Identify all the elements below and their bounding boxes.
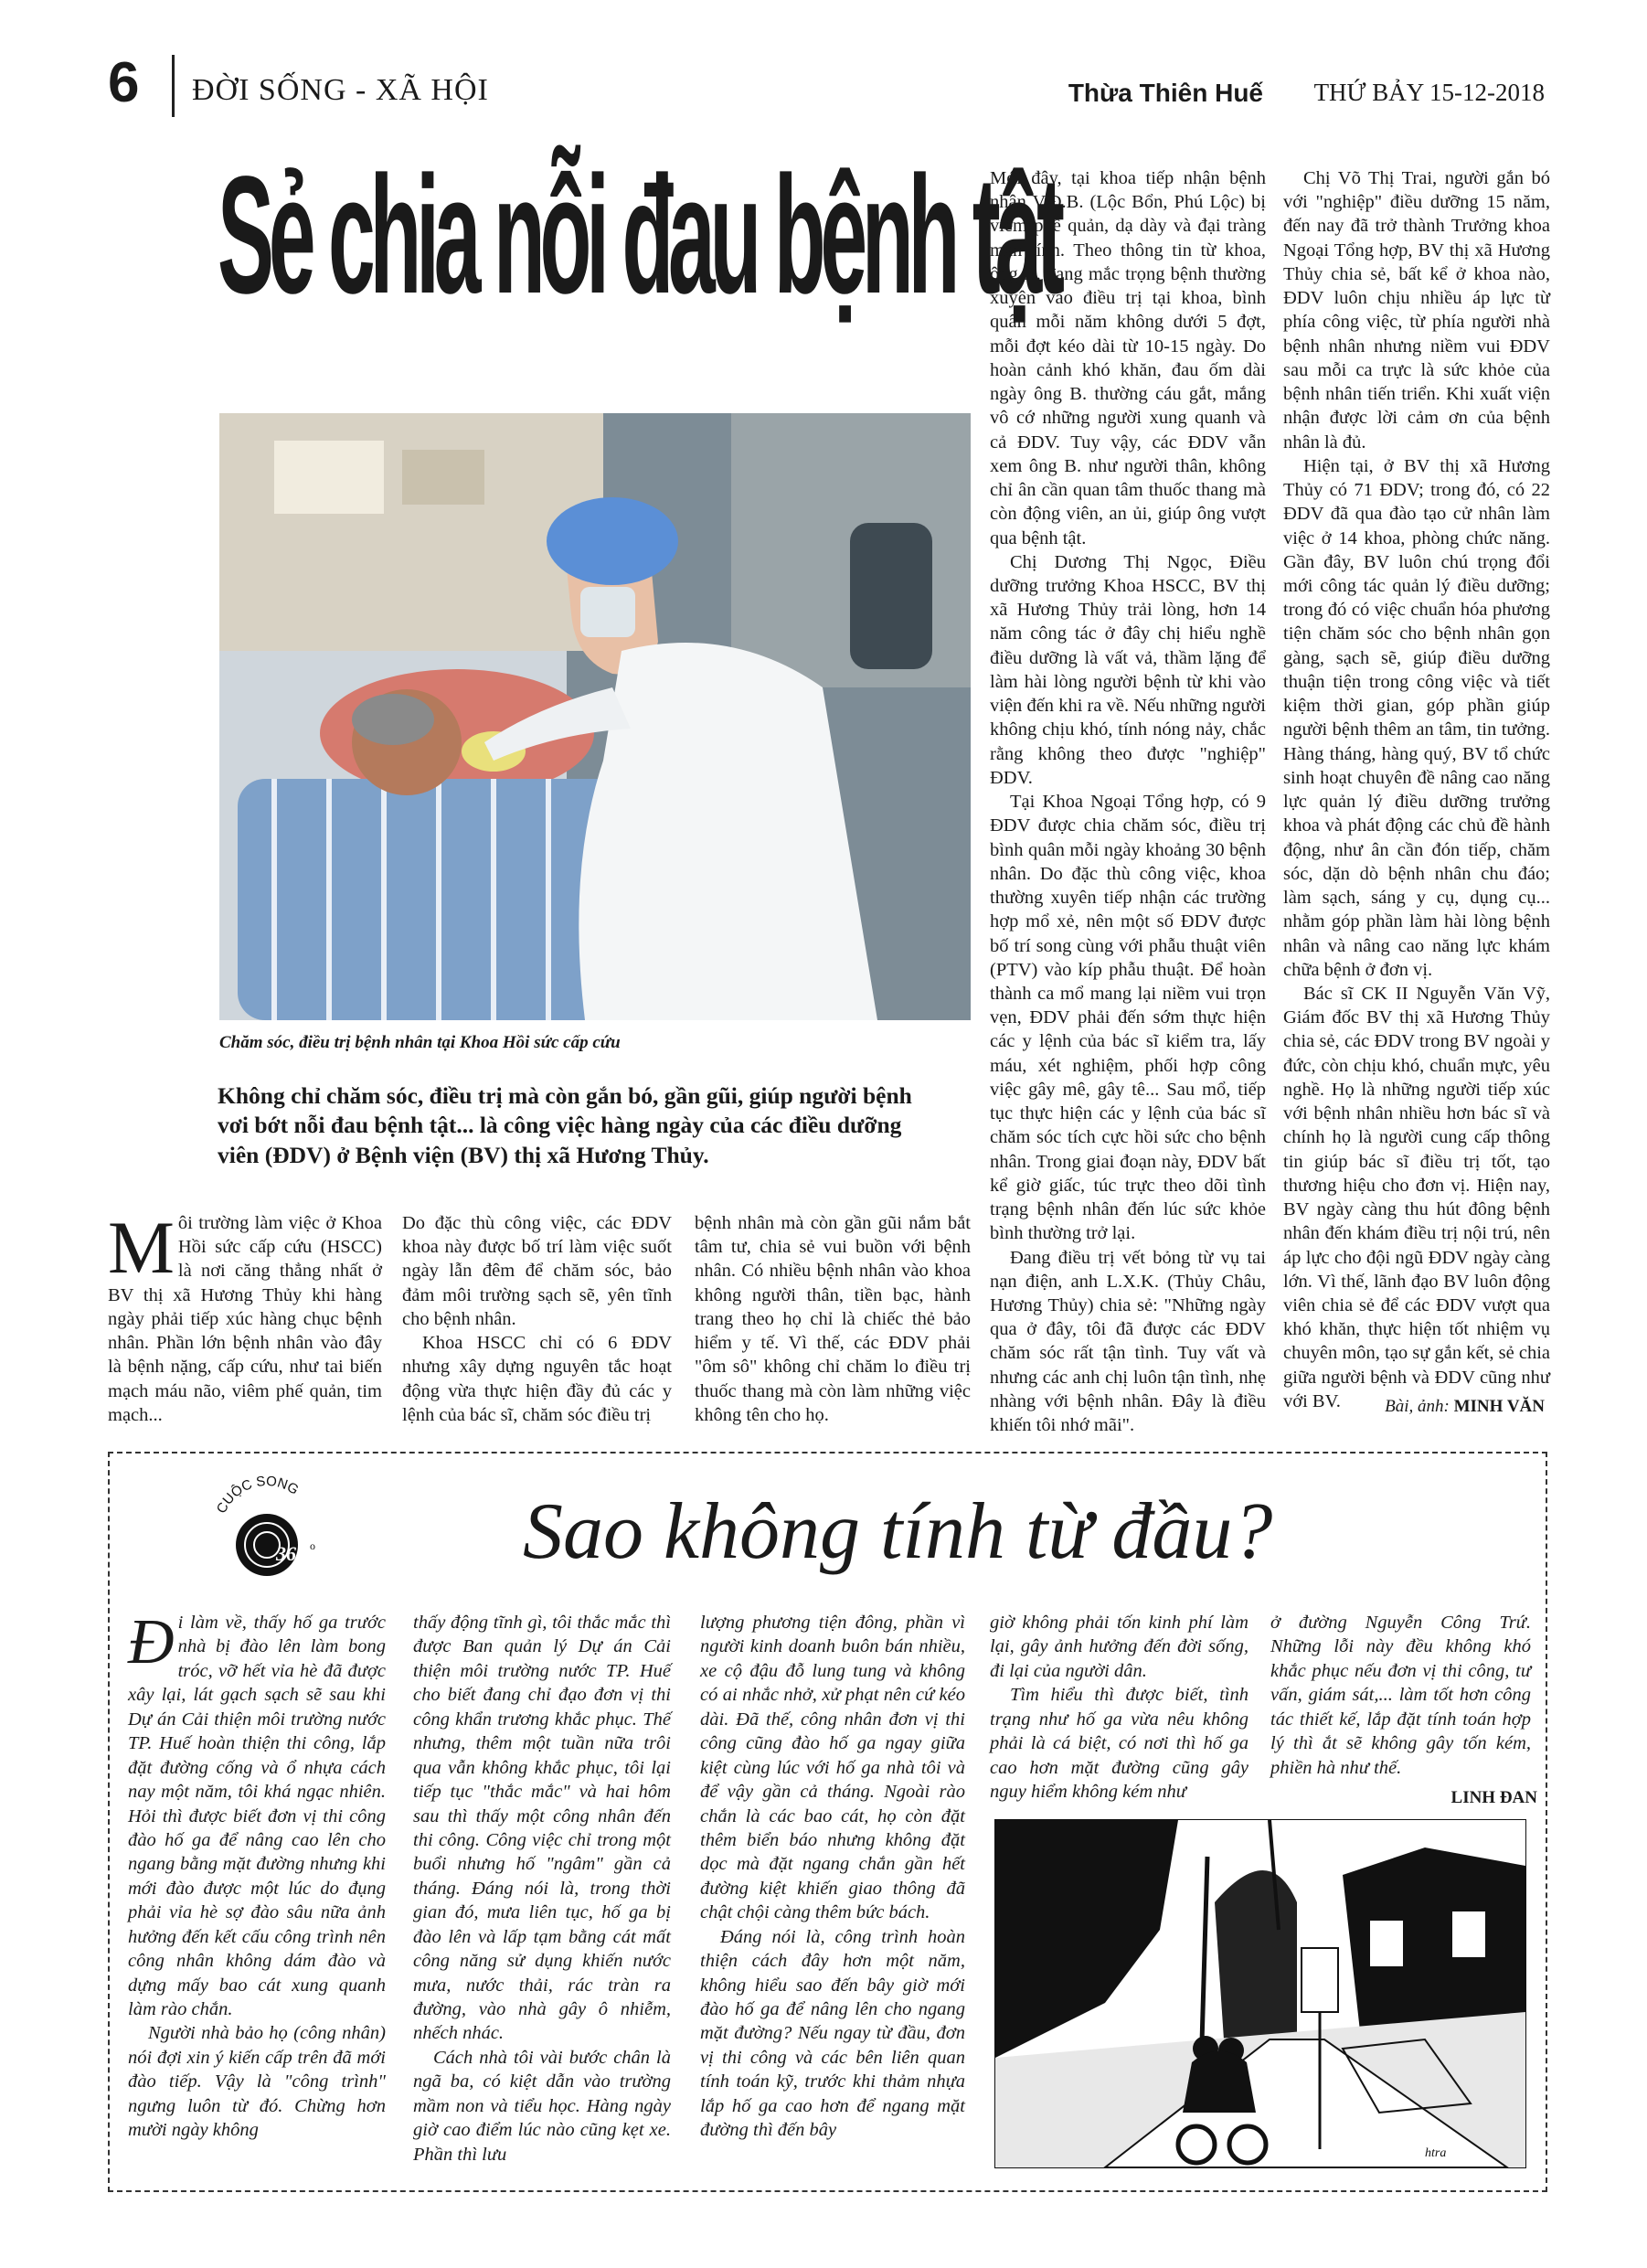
- section-title: ĐỜI SỐNG - XÃ HỘI: [192, 73, 489, 107]
- opinion-title: Sao không tính từ đầu?: [523, 1487, 1273, 1576]
- paragraph: Người nhà bảo họ (công nhân) nói đợi xin ý kiến cấp trên đã mới đào tiếp. Vậy là "công trình" ngưng luôn từ đó. Chừng hơn mười ngày không: [128, 2023, 386, 2141]
- article-column-3: [695, 1211, 971, 1427]
- opinion-column-3: [700, 1611, 965, 2143]
- paragraph: Bác sĩ CK II Nguyễn Văn Vỹ, Giám đốc BV thị xã Hương Thủy chia sẻ, các ĐDV trong BV ngoài y đức, còn chịu khó, chuẩn mực, yêu nghề. Họ là những người tiếp xúc với bệnh nhân nhiều hơn bác sĩ và chính họ là người cung cấp thông tin giúp bác sĩ điều trị tốt, tạo thương hiệu cho đơn vị. Hiện nay, BV ngày càng thu hút đông bệnh nhân đến khám điều trị nội trú, nên áp lực cho đội ngũ ĐDV ngày càng lớn. Vì thế, lãnh đạo BV luôn động viên chia sẻ để các ĐDV vượt qua khó khăn, thực hiện tốt nhiệm vụ chuyên môn, tạo sự gắn kết, sẻ chia giữa người bệnh và ĐDV cũng như với BV.: [1283, 983, 1550, 1411]
- byline-name: MINH VĂN: [1453, 1397, 1545, 1416]
- article-column-1: [108, 1206, 382, 1427]
- article-lede: Không chỉ chăm sóc, điều trị mà còn gắn bó, gần gũi, giúp người bệnh vơi bớt nỗi đau bệnh tật... là công việc hàng ngày của các điều dưỡng viên (ĐDV) ở Bệnh viện (BV) thị xã Hương Thủy.: [218, 1082, 912, 1168]
- opinion-column-4: [990, 1611, 1249, 1805]
- paragraph: Khoa HSCC chỉ có 6 ĐDV nhưng xây dựng nguyên tắc hoạt động vừa thực hiện đầy đủ các y lệnh của bác sĩ, chăm sóc điều trị: [402, 1333, 672, 1425]
- logo-number: 360: [276, 1542, 306, 1565]
- header-divider: [172, 55, 175, 117]
- paragraph: thấy động tĩnh gì, tôi thắc mắc thì được Ban quản lý Dự án Cải thiện môi trường nước TP. Huế cho biết đang chỉ đạo đơn vị thi công khẩn trương khắc phục. Thế nhưng, thêm một tuần nữa trôi qua vẫn không khắc phục, tôi lại tiếp tục "thắc mắc" và hai hôm sau thì thấy một công nhân đến thi công. Công việc chỉ trong một buổi nhưng hố "ngâm" gần cả tháng. Đáng nói là, trong thời gian đó, mưa liên tục, hố ga bị đào lên và lấp tạm bằng cát mất công năng sử dụng khiến nước mưa, nước thải, rác tràn ra đường, vào nhà gây ô nhiễm, nhếch nhác.: [413, 1613, 671, 2044]
- paragraph: Chị Võ Thị Trai, người gắn bó với "nghiệp" điều dưỡng 15 năm, đến nay đã trở thành Trưởng khoa Ngoại Tổng hợp, BV thị xã Hương Thủy chia sẻ, bất kể ở khoa nào, ĐDV luôn chịu nhiều áp lực từ phía công việc, từ phía người nhà bệnh nhân nhưng niềm vui ĐDV sau mỗi ca trực là sức khỏe của bệnh nhân tiến triển. Khi xuất viện nhận được lời cảm ơn của bệnh nhân là đủ.: [1283, 168, 1550, 453]
- opinion-column-5: [1270, 1611, 1531, 1780]
- paragraph: Tại Khoa Ngoại Tổng hợp, có 9 ĐDV được chia chăm sóc, điều trị bình quân mỗi ngày khoảng 30 bệnh nhân. Do đặc thù công việc, khoa thường xuyên tiếp nhận các trường hợp mổ xẻ, nên một số ĐDV được bố trí song cùng với phẫu thuật viên (PTV) vào kíp phẫu thuật. Để hoàn thành ca mổ mang lại niềm vui trọn vẹn, ĐDV phải đến sớm thực hiện các y lệnh của bác sĩ kiểm tra, lấy máu, xét nghiệm, phối hợp công việc gây mê, gây tê... Sau mổ, tiếp tục thực hiện các y lệnh của bác sĩ chăm sóc tích cực hồi sức cho bệnh nhân. Trong giai đoạn này, ĐDV bất kể giờ giấc, túc trực theo dõi tình trạng bệnh nhân đến lúc sức khỏe bình thường trở lại.: [990, 792, 1266, 1244]
- logo-text: CUỘC SỐNG: [213, 1476, 302, 1517]
- opinion-author: LINH ĐAN: [1450, 1788, 1537, 1807]
- paragraph: Chị Dương Thị Ngọc, Điều dưỡng trưởng Khoa HSCC, BV thị xã Hương Thủy trải lòng, hơn 14 năm công tác ở đây chị hiểu nghề điều dưỡng là vất vả, thầm lặng để làm hài lòng người bệnh từ khi vào viện đến khi ra về. Nếu những người không chịu khó, tính nóng nảy, chắc rằng không theo được "nghiệp" ĐDV.: [990, 551, 1266, 788]
- article-photo: [219, 413, 971, 1020]
- paragraph: Hiện tại, ở BV thị xã Hương Thủy có 71 ĐDV; trong đó, có 22 ĐDV đã qua đào tạo cử nhân làm việc ở 14 khoa, phòng chức năng. Gần đây, BV luôn chú trọng đổi mới công tác quản lý điều dưỡng; trong đó có việc chuẩn hóa phương tiện chăm sóc cho bệnh nhân gọn gàng, sạch sẽ, giúp điều dưỡng thuận tiện trong công việc và tiết kiệm thời gian, góp phần giúp người bệnh thêm an tâm, tin tưởng. Hàng tháng, hàng quý, BV tổ chức sinh hoạt chuyên đề nâng cao năng lực quản lý điều dưỡng trưởng khoa và phát động các chủ đề hành động, như ân cần đón tiếp, chăm sóc, dặn dò bệnh nhân chu đáo; làm sạch, sáng y cụ, dụng cụ... nhằm góp phần làm hài lòng bệnh nhân và nâng cao năng lực khám chữa bệnh ở đơn vị.: [1283, 455, 1550, 980]
- paragraph: ở đường Nguyễn Công Trứ. Những lỗi này đều không khó khắc phục nếu đơn vị thi công, tư vấn, giám sát,... làm tốt hơn công tác thiết kế, lắp đặt tính toán hợp lý thì ắt sẽ không gây tốn kém, phiền hà như thế.: [1270, 1613, 1531, 1778]
- byline-label: Bài, ảnh:: [1385, 1397, 1450, 1416]
- cuoc-song-360-logo: [203, 1476, 331, 1577]
- photo-caption: Chăm sóc, điều trị bệnh nhân tại Khoa Hồi sức cấp cứu: [219, 1033, 621, 1052]
- issue-date: THỨ BẢY 15-12-2018: [1313, 79, 1545, 106]
- svg-text:CUỘC SỐNG: [214, 1476, 302, 1516]
- article-headline: Sẻ chia nỗi đau bệnh tật: [218, 141, 1059, 328]
- article-column-4: [990, 166, 1266, 1437]
- page-number: 6: [108, 51, 140, 114]
- opinion-column-1: [128, 1607, 386, 2143]
- illustration-signature: htra: [1425, 2146, 1447, 2160]
- paragraph: lượng phương tiện đông, phần vì người kinh doanh buôn bán nhiều, xe cộ đậu đỗ lung tung và không có ai nhắc nhở, xử phạt nên cứ kéo dài. Đã thế, công nhân đơn vị thi công cũng đào hố ga ngay giữa kiệt cùng lúc với hố ga nhà tôi và để vậy gần cả tháng. Ngoài rào chắn là các bao cát, họ còn đặt thêm biển báo nhưng không đặt dọc mà đặt ngang chắn gần hết đường kiệt khiến giao thông đã chật chội càng thêm bức bách.: [700, 1613, 965, 1923]
- logo-degree: o: [310, 1539, 315, 1552]
- drop-cap: Đ: [128, 1607, 175, 1677]
- article-column-5: [1283, 166, 1550, 1413]
- street-illustration: [994, 1819, 1526, 2168]
- paragraph: Cách nhà tôi vài bước chân là ngã ba, có kiệt dẫn vào trường mầm non và tiểu học. Hàng ngày giờ cao điểm lúc nào cũng kẹt xe. Phần thì lưu: [413, 2047, 671, 2165]
- paragraph: Mới đây, tại khoa tiếp nhận bệnh nhân V.Đ.B. (Lộc Bổn, Phú Lộc) bị viêm phế quản, dạ dày và đại tràng mạn tính. Theo thông tin từ khoa, ông B. đang mắc trọng bệnh thường xuyên vào điều trị tại khoa, bình quân mỗi năm không dưới 5 đợt, mỗi đợt kéo dài từ 10-15 ngày. Do hoàn cảnh khó khăn, đau ốm dài ngày ông B. thường cáu gắt, mắng vô cớ những người xung quanh và cả ĐDV. Tuy vậy, các ĐDV vẫn xem ông B. như người thân, không chỉ ân cần quan tâm thuốc thang mà còn động viên, an ủi, giúp ông vượt qua bệnh tật.: [990, 168, 1266, 548]
- paragraph: bệnh nhân mà còn gần gũi nắm bắt tâm tư, chia sẻ vui buồn với bệnh nhân. Có nhiều bệnh nhân vào khoa không người thân, tiền bạc, hành trang theo họ chỉ là chiếc thẻ bảo hiểm y tế. Vì thế, các ĐDV phải "ôm sô" không chỉ chăm lo điều trị thuốc thang mà còn làm những việc không tên cho họ.: [695, 1213, 971, 1425]
- paragraph: i làm về, thấy hố ga trước nhà bị đào lên làm bong tróc, vỡ hết vỉa hè đã được xây lại, lát gạch sạch sẽ sau khi Dự án Cải thiện môi trường nước TP. Huế hoàn thiện thi công, lắp đặt đường cống và ổ nhựa cách nay một năm, tôi khá ngạc nhiên. Hỏi thì được biết đơn vị thi công đào hố ga để nâng cao lên cho ngang bằng mặt đường nhưng khi mới đào được một lúc do đụng phải vỉa hè sợ đào sâu nữa ảnh hưởng đến kết cấu công trình nên công nhân không dám đào và dựng mấy bao cát xung quanh làm rào chắn.: [128, 1613, 386, 2019]
- article-column-2: [402, 1211, 672, 1427]
- newspaper-name: Thừa Thiên Huế: [1068, 79, 1263, 107]
- paragraph: ôi trường làm việc ở Khoa Hồi sức cấp cứu (HSCC) là nơi căng thẳng nhất ở BV thị xã Hương Thủy khi hàng ngày phải tiếp xúc hàng chục bệnh nhân. Phần lớn bệnh nhân vào đây là bệnh nặng, cấp cứu, như tai biến mạch máu não, viêm phế quản, tim mạch...: [108, 1213, 382, 1425]
- paragraph: Tìm hiểu thì được biết, tình trạng như hố ga vừa nêu không phải là cá biệt, có nơi thì hố ga cao hơn mặt đường cũng gây nguy hiểm không kém như: [990, 1685, 1249, 1803]
- article-byline: [1385, 1397, 1545, 1417]
- opinion-column-2: [413, 1611, 671, 2167]
- paragraph: giờ không phải tốn kinh phí làm lại, gây ảnh hưởng đến đời sống, đi lại của người dân.: [990, 1613, 1249, 1681]
- paragraph: Đáng nói là, công trình hoàn thiện cách đây hơn một năm, không hiểu sao đến bây giờ mới đào hố ga để nâng lên cho ngang mặt đường? Nếu ngay từ đầu, đơn vị thi công và các bên liên quan tính toán kỹ, trước khi thảm nhựa lắp hố ga cao hơn để ngang mặt đường thì đến bây: [700, 1926, 965, 2141]
- paragraph: Đang điều trị vết bỏng từ vụ tai nạn điện, anh L.X.K. (Thủy Châu, Hương Thủy) chia sẻ: "Những ngày qua ở đây, tôi đã được các ĐDV chăm sóc rất tận tình. Tuy vất và nhưng các anh chị luôn tận tình, nhẹ nhàng với bệnh nhân. Đây là điều khiến tôi nhớ mãi".: [990, 1247, 1266, 1436]
- paragraph: Do đặc thù công việc, các ĐDV khoa này được bố trí làm việc suốt ngày lẫn đêm để chăm sóc, bảo đảm môi trường sạch sẽ, yên tĩnh cho bệnh nhân.: [402, 1213, 672, 1329]
- drop-cap: M: [108, 1206, 175, 1289]
